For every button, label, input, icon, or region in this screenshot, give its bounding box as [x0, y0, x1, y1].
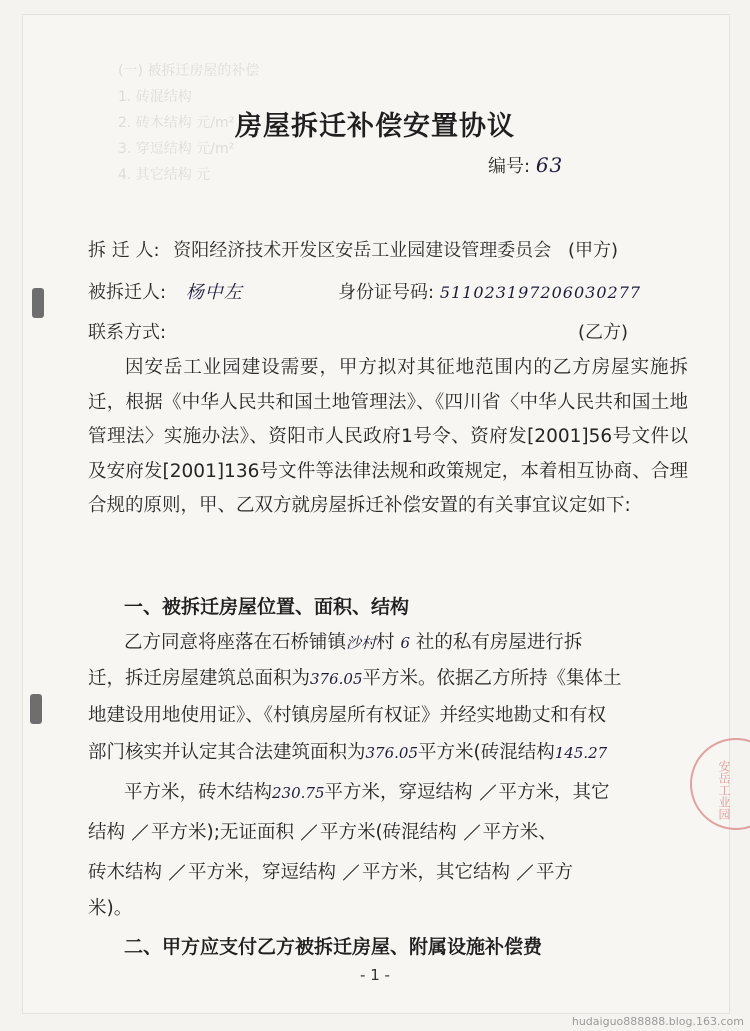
text-segment: 平方米。依据乙方所持《集体土	[362, 668, 622, 689]
blank-slash-mark	[457, 825, 483, 841]
text-segment: 平方米，砖木结构	[124, 782, 273, 803]
party-a-role: (甲方)	[568, 240, 619, 261]
document-title: 房屋拆迁补偿安置协议	[235, 111, 515, 142]
section-2-heading: 二、甲方应支付乙方被拆迁房屋、附属设施补偿费	[124, 936, 543, 958]
text-segment: 乙方同意将座落在石桥铺镇	[124, 632, 347, 653]
party-a-value: 资阳经济技术开发区安岳工业园建设管理委员会	[173, 240, 552, 261]
blog-watermark: hudaiguo888888.blog.163.com	[571, 1015, 744, 1028]
blank-slash-mark	[336, 865, 362, 881]
ghost-line: (一) 被拆迁房屋的补偿	[118, 63, 260, 79]
text-segment: 平方米，穿逗结构	[188, 862, 337, 883]
text-segment: 村	[376, 632, 395, 653]
party-b-role: (乙方)	[578, 322, 629, 343]
blank-slash-mark	[473, 785, 499, 801]
id-number-label: 身份证号码:	[338, 282, 435, 303]
village-fill: 沙村	[346, 634, 377, 652]
intro-text: 因安岳工业园建设需要，甲方拟对其征地范围内的乙方房屋实施拆迁，根据《中华人民共和国土地管理法》、《四川省〈中华人民共和国土地管理法〉实施办法》、资阳市人民政府1号令、资府发[2001]56号文件以及安府发[2001]136号文件等法律法规和政策规定，本着相互协商、合理合规的原则，甲、乙双方就房屋拆迁补偿安置的有关事宜议定如下:	[88, 357, 688, 516]
ghost-line: 1. 砖混结构	[118, 89, 192, 105]
section-1-line-6	[88, 818, 557, 844]
section-1-line-4	[88, 738, 607, 764]
number-value: 63	[535, 153, 564, 177]
text-segment: 砖木结构	[88, 862, 163, 883]
text-segment: 迁，拆迁房屋建筑总面积为	[88, 668, 311, 689]
party-b-label: 被拆迁人:	[88, 282, 167, 303]
text-segment: 平方米，其它结构	[362, 862, 511, 883]
text-segment: 结构	[88, 822, 126, 843]
legal-area-fill: 376.05	[365, 744, 419, 762]
text-segment: 平方米(砖混结构	[418, 742, 555, 763]
binder-clip-top	[32, 288, 44, 318]
ghost-line: 2. 砖木结构 元/m²	[118, 115, 235, 131]
section-1-line-8: 米)。	[88, 898, 133, 919]
id-number-row	[338, 278, 641, 304]
section-1-line-7	[88, 858, 573, 884]
text-segment: 平方	[536, 862, 574, 883]
section-1-heading: 一、被拆迁房屋位置、面积、结构	[124, 596, 410, 618]
text-segment: 平方米，穿逗结构	[324, 782, 473, 803]
page-number: - 1 -	[360, 966, 390, 984]
text-segment: 平方米(砖混结构	[319, 822, 457, 843]
party-b-name: 杨中左	[185, 282, 243, 303]
total-area-fill: 376.05	[310, 670, 363, 688]
intro-paragraph	[88, 351, 688, 524]
section-1-line-5	[124, 778, 610, 804]
party-a-row	[88, 236, 551, 262]
blank-slash-mark	[125, 825, 151, 841]
blank-slash-mark	[294, 825, 320, 841]
ghost-line: 4. 其它结构 元	[118, 167, 211, 183]
text-segment: 平方米，其它	[498, 782, 610, 803]
section-1-line-2	[88, 664, 622, 690]
brick-concrete-fill: 145.27	[554, 744, 608, 762]
ghost-line: 3. 穿逗结构 元/m²	[118, 141, 235, 157]
number-label: 编号:	[488, 156, 531, 177]
red-seal-text: 安岳工业园	[717, 760, 731, 820]
party-b-row	[88, 278, 243, 304]
blank-slash-mark	[162, 865, 188, 881]
brick-wood-fill: 230.75	[272, 784, 325, 802]
group-fill: 6	[400, 634, 410, 652]
text-segment: 部门核实并认定其合法建筑面积为	[88, 742, 366, 763]
binder-clip-bottom	[30, 694, 42, 724]
section-1-line-3: 地建设用地使用证》、《村镇房屋所有权证》并经实地勘丈和有权	[88, 705, 607, 726]
text-segment: 平方米);无证面积	[151, 822, 294, 843]
blank-slash-mark	[510, 865, 536, 881]
text-segment: 社的私有房屋进行拆	[415, 632, 583, 653]
party-a-label: 拆 迁 人:	[88, 240, 160, 261]
contact-label: 联系方式:	[88, 322, 167, 343]
id-number-value: 511023197206030277	[439, 283, 642, 302]
agreement-number	[488, 152, 563, 178]
text-segment: 平方米、	[482, 822, 557, 843]
section-1-line-1	[124, 628, 582, 654]
